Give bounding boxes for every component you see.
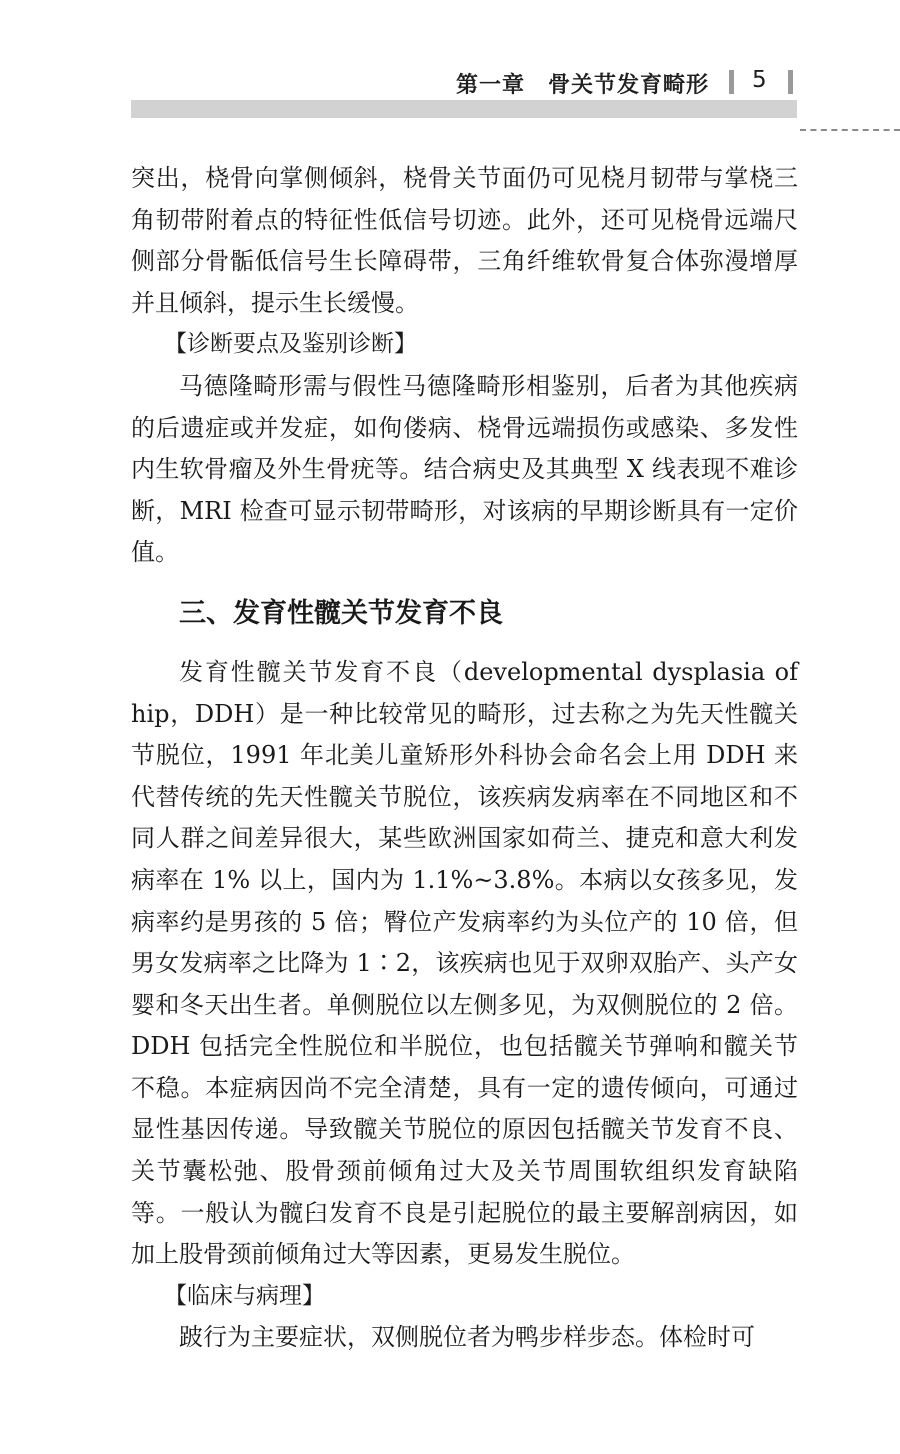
- header-dashed-line: [800, 129, 900, 131]
- chapter-title: 第一章 骨关节发育畸形: [455, 73, 709, 98]
- paragraph: 突出，桡骨向掌侧倾斜，桡骨关节面仍可见桡月韧带与掌桡三角韧带附着点的特征性低信号切迹。此外，还可见桡骨远端尺侧部分骨骺低信号生长障碍带，三角纤维软骨复合体弥漫增厚并且倾斜，提示生长缓慢。: [131, 164, 798, 317]
- paragraph: 跛行为主要症状，双侧脱位者为鸭步样步态。体检时可: [179, 1323, 755, 1352]
- running-header: [0, 62, 900, 102]
- subheading: 【诊断要点及鉴别诊断】: [164, 331, 417, 358]
- header-divider: [729, 70, 734, 94]
- section-title: 三、发育性髋关节发育不良: [179, 597, 503, 629]
- page-body: [131, 158, 798, 1359]
- page-number: 5: [752, 67, 767, 93]
- subheading: 【临床与病理】: [164, 1282, 325, 1309]
- header-rule: [131, 100, 797, 118]
- header-divider: [788, 70, 793, 94]
- paragraph: 发育性髋关节发育不良（developmental dysplasia of hip，DDH）是一种比较常见的畸形，过去称之为先天性髋关节脱位，1991 年北美儿童矫形外科协会命名会上用 DDH 来代替传统的先天性髋关节脱位，该疾病发病率在不同地区和不同人群之间差异很大，某些欧洲国家如荷兰、捷克和意大利发病率在 1% 以上，国内为 1.1%~3.8%。本病以女孩多见，发病率约是男孩的 5 倍；臀位产发病率约为头位产的 10 倍，但男女发病率之比降为 1∶2，该疾病也见于双卵双胎产、头产女婴和冬天出生者。单侧脱位以左侧多见，为双侧脱位的 2 倍。DDH 包括完全性脱位和半脱位，也包括髋关节弹响和髋关节不稳。本症病因尚不完全清楚，具有一定的遗传倾向，可通过显性基因传递。导致髋关节脱位的原因包括髋关节发育不良、关节囊松弛、股骨颈前倾角过大及关节周围软组织发育缺陷等。一般认为髋臼发育不良是引起脱位的最主要解剖病因，如加上股骨颈前倾角过大等因素，更易发生脱位。: [131, 657, 798, 1269]
- paragraph: 马德隆畸形需与假性马德隆畸形相鉴别，后者为其他疾病的后遗症或并发症，如佝偻病、桡骨远端损伤或感染、多发性内生软骨瘤及外生骨疣等。结合病史及其典型 X 线表现不难诊断，MRI 检查可显示韧带畸形，对该病的早期诊断具有一定价值。: [131, 371, 798, 567]
